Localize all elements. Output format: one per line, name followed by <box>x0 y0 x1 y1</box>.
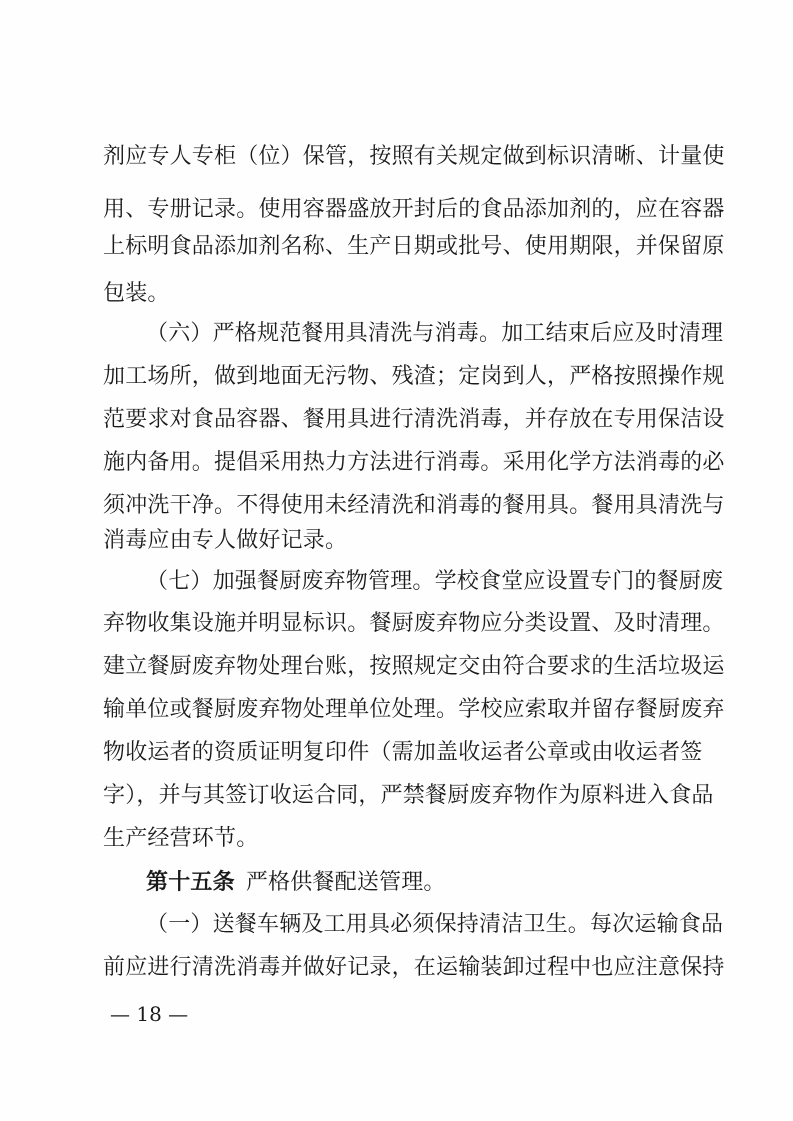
text-line: 消毒应由专人做好记录。 <box>103 528 348 553</box>
article-heading-line <box>146 867 446 898</box>
text-line: 须冲洗干净。不得使用未经清洗和消毒的餐用具。餐用具清洗与 <box>103 493 725 518</box>
text-line: 输单位或餐厨废弃物处理单位处理。学校应索取并留存餐厨废弃 <box>103 697 725 722</box>
text-line: 用、专册记录。使用容器盛放开封后的食品添加剂的，应在容器 <box>103 197 725 222</box>
text-line: （六）严格规范餐用具清洗与消毒。加工结束后应及时清理 <box>146 321 724 346</box>
article-title: 严格供餐配送管理。 <box>245 870 446 895</box>
text-line: 物收运者的资质证明复印件（需加盖收运者公章或由收运者签 <box>103 740 703 765</box>
text-line: 建立餐厨废弃物处理台账，按照规定交由符合要求的生活垃圾运 <box>103 654 725 679</box>
text-line: 弃物收集设施并明显标识。餐厨废弃物应分类设置、及时清理。 <box>103 611 725 636</box>
text-line: 包装。 <box>103 281 170 306</box>
text-line: （一）送餐车辆及工用具必须保持清洁卫生。每次运输食品 <box>146 912 724 937</box>
text-line: 施内备用。提倡采用热力方法进行消毒。采用化学方法消毒的必 <box>103 450 725 475</box>
article-number: 第十五条 <box>146 869 235 895</box>
page-number: — 18 — <box>110 1002 189 1026</box>
text-line: 生产经营环节。 <box>103 826 259 851</box>
text-line: 剂应专人专柜（位）保管，按照有关规定做到标识清晰、计量使 <box>103 144 725 169</box>
text-line: 上标明食品添加剂名称、生产日期或批号、使用期限，并保留原 <box>103 234 725 259</box>
text-line: 前应进行清洗消毒并做好记录，在运输装卸过程中也应注意保持 <box>103 955 725 980</box>
text-line: 字），并与其签订收运合同，严禁餐厨废弃物作为原料进入食品 <box>103 783 714 808</box>
text-line: （七）加强餐厨废弃物管理。学校食堂应设置专门的餐厨废 <box>146 569 724 594</box>
text-line: 范要求对食品容器、餐用具进行清洗消毒，并存放在专用保洁设 <box>103 407 725 432</box>
text-line: 加工场所，做到地面无污物、残渣；定岗到人，严格按照操作规 <box>103 364 725 389</box>
